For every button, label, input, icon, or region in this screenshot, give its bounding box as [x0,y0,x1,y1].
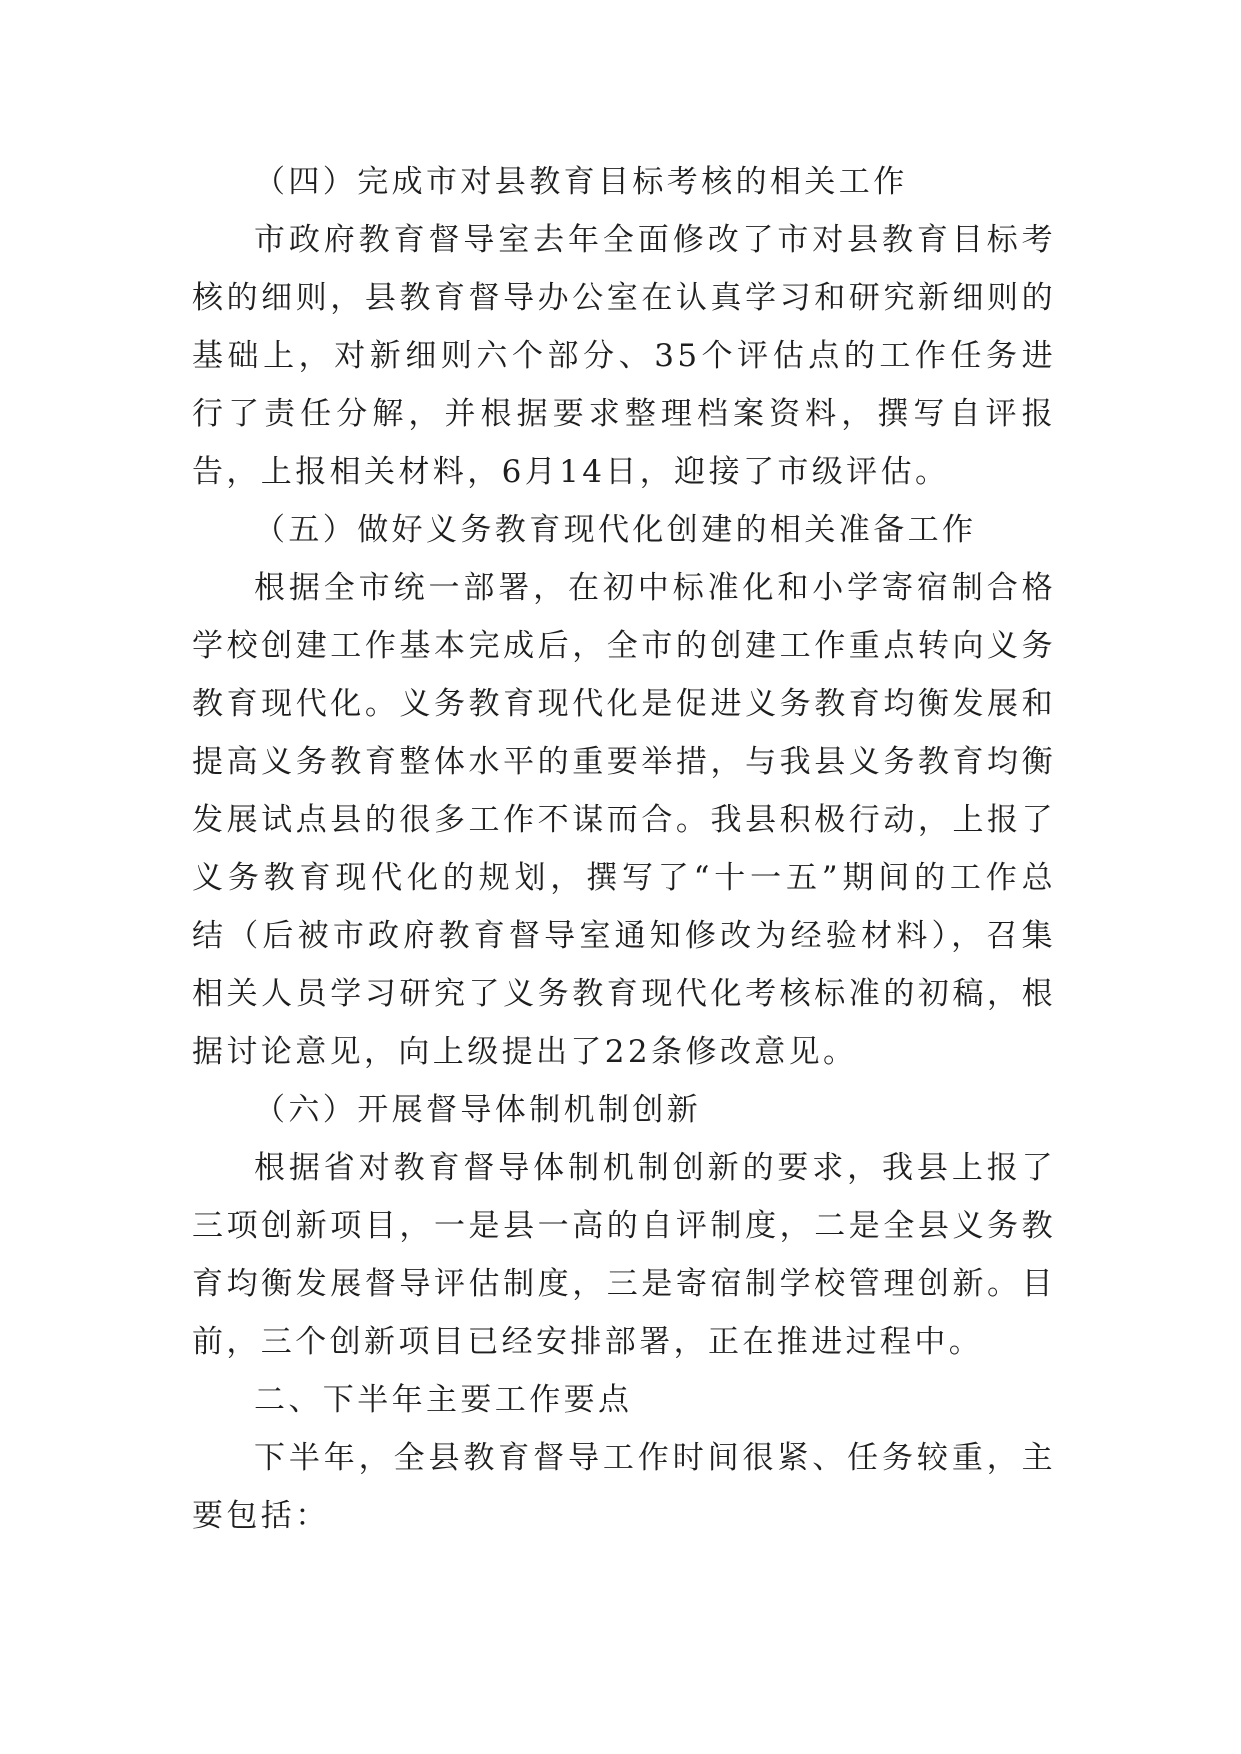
document-body [192,153,1056,1545]
section-heading-part-2: 二、下半年主要工作要点 [254,1382,633,1418]
paragraph-second-half: 下半年，全县教育督导工作时间很紧、任务较重，主要包括： [192,1440,1056,1534]
paragraph-innovation: 根据省对教育督导体制机制创新的要求，我县上报了三项创新项目，一是县一高的自评制度，二是全县义务教育均衡发展督导评估制度，三是寄宿制学校管理创新。目前，三个创新项目已经安排部署，正在推进过程中。 [192,1150,1056,1360]
paragraph-modernization: 根据全市统一部署，在初中标准化和小学寄宿制合格学校创建工作基本完成后，全市的创建工作重点转向义务教育现代化。义务教育现代化是促进义务教育均衡发展和提高义务教育整体水平的重要举措，与我县义务教育均衡发展试点县的很多工作不谋而合。我县积极行动，上报了义务教育现代化的规划，撰写了“十一五”期间的工作总结（后被市政府教育督导室通知修改为经验材料），召集相关人员学习研究了义务教育现代化考核标准的初稿，根据讨论意见，向上级提出了22条修改意见。 [192,570,1056,1070]
paragraph-target-assessment: 市政府教育督导室去年全面修改了市对县教育目标考核的细则，县教育督导办公室在认真学习和研究新细则的基础上，对新细则六个部分、35个评估点的工作任务进行了责任分解，并根据要求整理档案资料，撰写自评报告，上报相关材料，6月14日，迎接了市级评估。 [192,222,1056,490]
section-heading-4: （四）完成市对县教育目标考核的相关工作 [254,164,908,200]
section-heading-6: （六）开展督导体制机制创新 [254,1092,702,1128]
section-heading-5: （五）做好义务教育现代化创建的相关准备工作 [254,512,977,548]
